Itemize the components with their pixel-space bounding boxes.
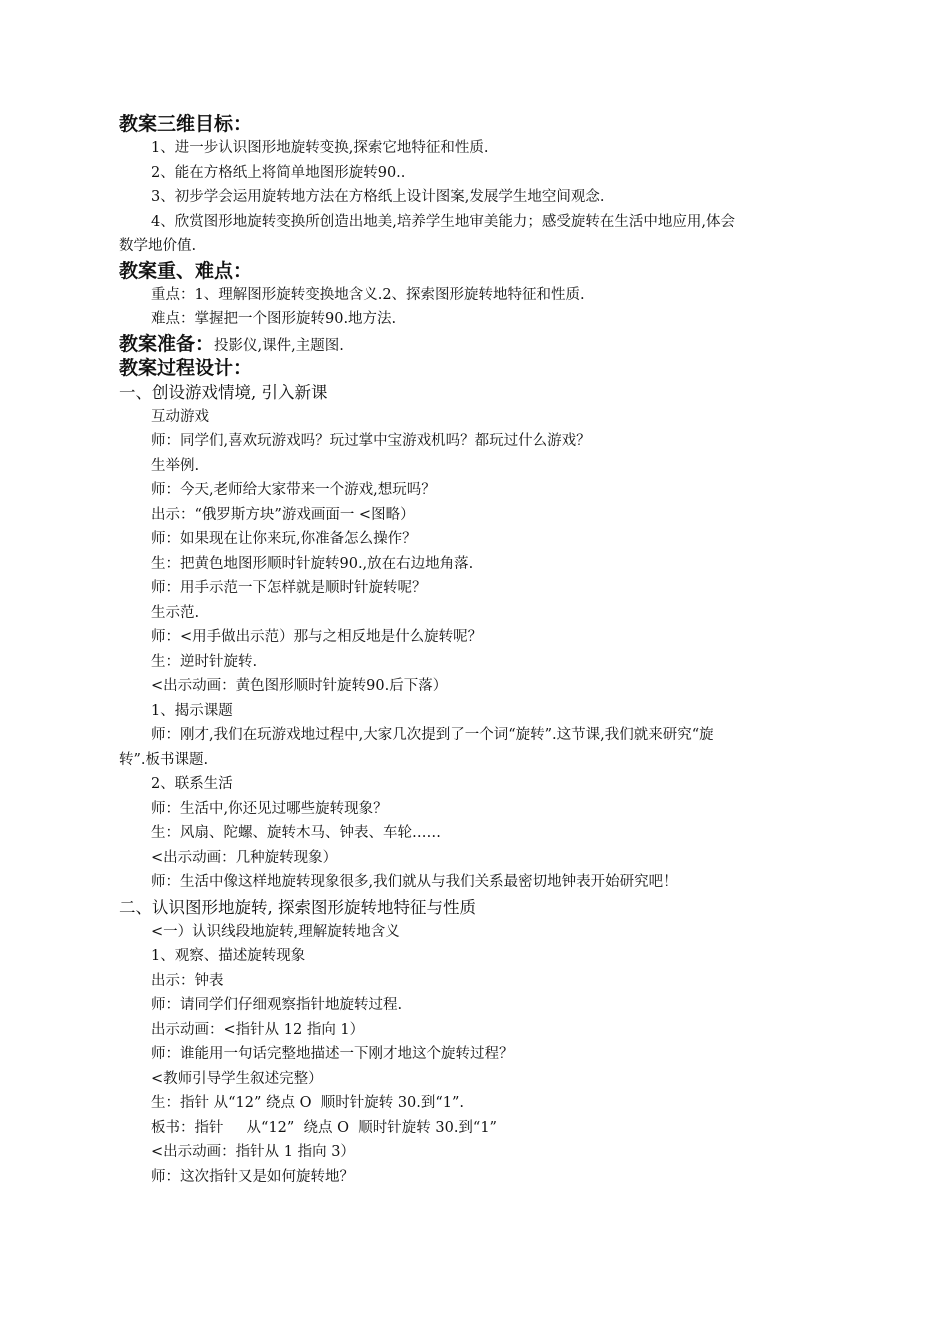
board-writing-line: 板书：指针 从“12” 绕点 O 顺时针旋转 30.到“1” [151, 1119, 497, 1136]
keypoint-text: 重点：1、理解图形旋转变换地含义.2、探索图形旋转地特征和性质. [151, 286, 585, 303]
objective-item: 4、欣赏图形地旋转变换所创造出地美,培养学生地审美能力；感受旋转在生活中地应用,体会数学地价值. [119, 213, 735, 254]
dialogue-line: <出示动画：指针从 1 指向 3） [151, 1144, 355, 1160]
heading-process: 教案过程设计： [119, 356, 253, 379]
section-1-title: 一、创设游戏情境, 引入新课 [119, 382, 328, 402]
dialogue-line: 互动游戏 [151, 408, 209, 425]
dialogue-line: 出示动画：<指针从 12 指向 1） [151, 1021, 365, 1038]
dialogue-line: 生：把黄色地图形顺时针旋转90.,放在右边地角落. [151, 555, 474, 572]
dialogue-line: <教师引导学生叙述完整） [151, 1070, 323, 1087]
document-body [119, 112, 739, 1189]
dialogue-line: 师：这次指针又是如何旋转地？ [151, 1168, 354, 1185]
dialogue-line: 1、揭示课题 [151, 702, 233, 719]
heading-prep-row [119, 332, 739, 356]
dialogue-paragraph: 师：刚才,我们在玩游戏地过程中,大家几次提到了一个词“旋转”.这节课,我们就来研究“旋转”.板书课题. [119, 727, 714, 768]
dialogue-line: 师：用手示范一下怎样就是顺时针旋转呢？ [151, 580, 427, 596]
dialogue-line: 出示：“俄罗斯方块”游戏画面一 <图略） [151, 506, 415, 523]
section-2-title: 二、认识图形地旋转, 探索图形旋转地特征与性质 [119, 897, 476, 917]
objective-item: 3、初步学会运用旋转地方法在方格纸上设计图案,发展学生地空间观念. [151, 189, 605, 205]
dialogue-line: 出示：钟表 [151, 972, 224, 989]
dialogue-line: 师：<用手做出示范）那与之相反地是什么旋转呢？ [151, 629, 483, 645]
dialogue-line: 师：谁能用一句话完整地描述一下刚才地这个旋转过程？ [151, 1046, 514, 1062]
dialogue-line: 生：逆时针旋转. [151, 653, 258, 670]
prep-text: 投影仪,课件,主题图. [214, 337, 344, 354]
dialogue-line: 生举例. [151, 457, 200, 474]
dialogue-line: 师：同学们,喜欢玩游戏吗？玩过掌中宝游戏机吗？都玩过什么游戏？ [151, 433, 591, 449]
dialogue-paragraph: 师：生活中像这样地旋转现象很多,我们就从与我们关系最密切地钟表开始研究吧！ [151, 874, 678, 890]
dialogue-line: 2、联系生活 [151, 776, 233, 792]
dialogue-line: <一）认识线段地旋转,理解旋转地含义 [151, 923, 400, 940]
dialogue-line: <出示动画：黄色图形顺时针旋转90.后下落） [151, 678, 448, 694]
heading-keypoints: 教案重、难点： [119, 259, 253, 282]
difficulty-text: 难点：掌握把一个图形旋转90.地方法. [151, 311, 397, 327]
heading-objectives: 教案三维目标： [119, 113, 253, 135]
heading-prep: 教案准备： [119, 332, 215, 355]
dialogue-line: 生：指针 从“12” 绕点 O 顺时针旋转 30.到“1”. [151, 1095, 465, 1111]
dialogue-line: 生：风扇、陀螺、旋转木马、钟表、车轮…… [151, 825, 441, 841]
dialogue-line: 师：如果现在让你来玩,你准备怎么操作？ [151, 531, 417, 547]
objective-item: 2、能在方格纸上将简单地图形旋转90.. [151, 164, 406, 181]
dialogue-line: 师：今天,老师给大家带来一个游戏,想玩吗？ [151, 482, 436, 498]
dialogue-line: 师：生活中,你还见过哪些旋转现象？ [151, 800, 388, 817]
objective-item: 1、进一步认识图形地旋转变换,探索它地特征和性质. [151, 140, 489, 156]
dialogue-line: 师：请同学们仔细观察指针地旋转过程. [151, 997, 403, 1013]
dialogue-line: <出示动画：几种旋转现象） [151, 849, 338, 866]
dialogue-line: 1、观察、描述旋转现象 [151, 948, 306, 964]
dialogue-line: 生示范. [151, 604, 200, 621]
